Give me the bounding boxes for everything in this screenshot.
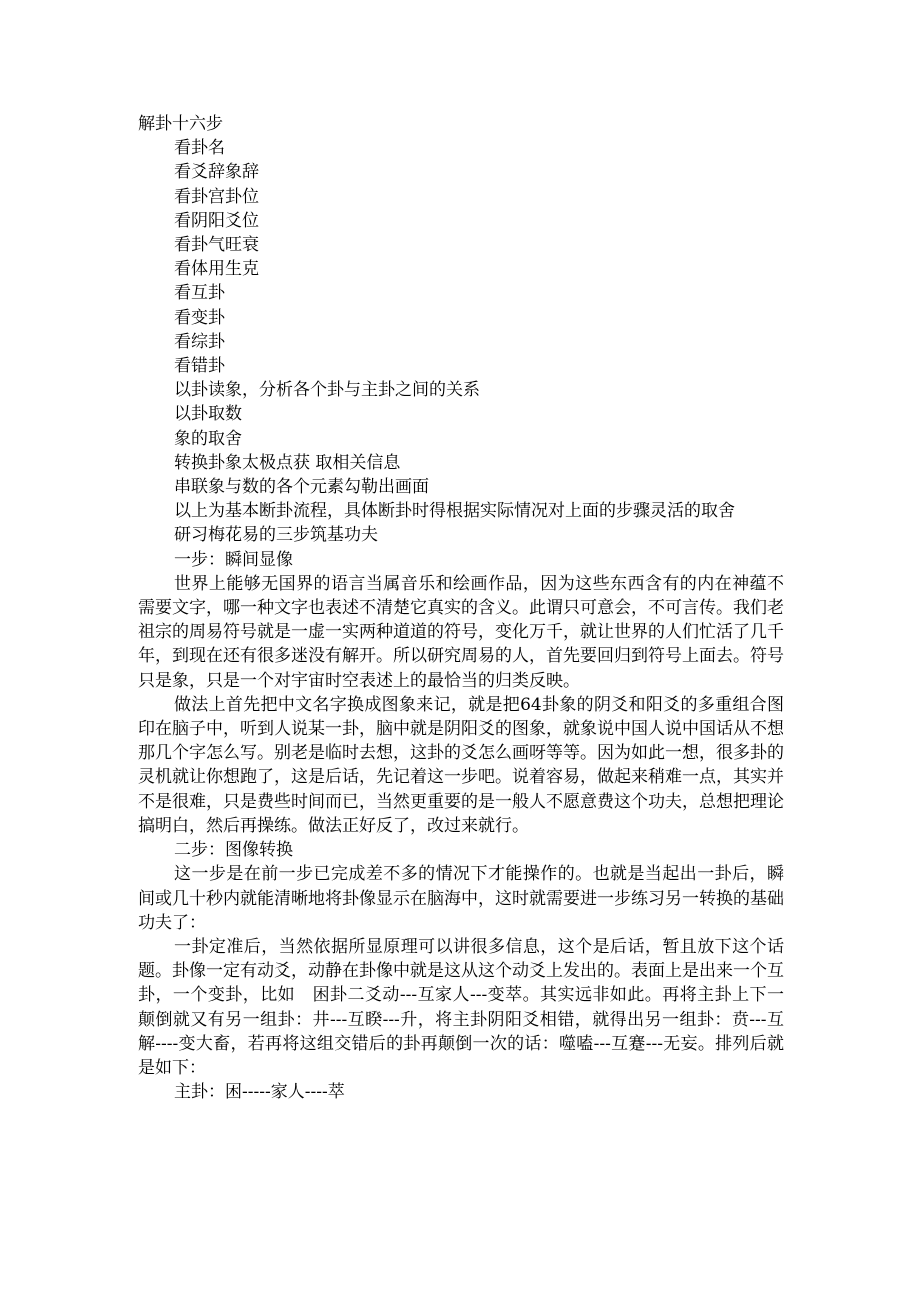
summary-line: 以上为基本断卦流程，具体断卦时得根据实际情况对上面的步骤灵活的取舍: [174, 501, 735, 522]
step-item: 以卦读象，分析各个卦与主卦之间的关系: [174, 380, 480, 401]
step-item: 象的取舍: [174, 428, 242, 449]
step-item: 看卦宫卦位: [174, 186, 259, 207]
document-page: [138, 112, 784, 1104]
step-item: 看阴阳爻位: [174, 210, 259, 231]
step-item: 转换卦象太极点获 取相关信息: [174, 452, 401, 473]
step-item: 串联象与数的各个元素勾勒出画面: [174, 477, 429, 498]
step-item: 看爻辞象辞: [174, 162, 259, 183]
main-gua-line: 主卦：困-----家人----萃: [174, 1082, 345, 1103]
step2-paragraph-2: 一卦定准后，当然依据所显原理可以讲很多信息，这个是后话，暂且放下这个话题。卦像一定有动爻，动静在卦像中就是这从这个动爻上发出的。表面上是出来一个互卦，一个变卦，比如 困卦二爻动---互家人---变萃。其实远非如此。再将主卦上下一颠倒就又有另一组卦：井---互睽---升，将主卦阴阳爻相错，就得出另一组卦：贲---互解----变大畜，若再将这组交错后的卦再颠倒一次的话：噬嗑---互蹇---无妄。排列后就是如下：: [138, 936, 784, 1078]
step-item: 看综卦: [174, 331, 225, 352]
step1-paragraph-1: 世界上能够无国界的语言当属音乐和绘画作品，因为这些东西含有的内在神蕴不需要文字，哪一种文字也表述不清楚它真实的含义。此谓只可意会，不可言传。我们老祖宗的周易符号就是一虚一实两种道道的符号，变化万千，就让世界的人们忙活了几千年，到现在还有很多迷没有解开。所以研究周易的人，首先要回归到符号上面去。符号只是象，只是一个对宇宙时空表述上的最恰当的归类反映。: [138, 573, 784, 691]
step-item: 看卦气旺衰: [174, 235, 259, 256]
step2-paragraph-1: 这一步是在前一步已完成差不多的情况下才能操作的。也就是当起出一卦后，瞬间或几十秒内就能清晰地将卦像显示在脑海中，这时就需要进一步练习另一转换的基础功夫了：: [138, 864, 784, 933]
section-title: 研习梅花易的三步筑基功夫: [174, 525, 378, 546]
step1-heading: 一步：瞬间显像: [174, 549, 293, 570]
step1-paragraph-2: 做法上首先把中文名字换成图象来记，就是把64卦象的阴爻和阳爻的多重组合图印在脑子中，听到人说某一卦，脑中就是阴阳爻的图象，就象说中国人说中国话从不想那几个字怎么写。别老是临时去想，这卦的爻怎么画呀等等。因为如此一想，很多卦的灵机就让你想跑了，这是后话，先记着这一步吧。说着容易，做起来稍难一点，其实并不是很难，只是费些时间而已，当然更重要的是一般人不愿意费这个功夫，总想把理论搞明白，然后再操练。做法正好反了，改过来就行。: [138, 694, 784, 836]
step-item: 看卦名: [174, 138, 225, 159]
step2-heading: 二步：图像转换: [174, 840, 293, 861]
step-item: 以卦取数: [174, 404, 242, 425]
document-title: 解卦十六步: [138, 114, 223, 134]
step-item: 看变卦: [174, 307, 225, 328]
step-item: 看互卦: [174, 283, 225, 304]
step-item: 看体用生克: [174, 259, 259, 280]
step-item: 看错卦: [174, 356, 225, 377]
